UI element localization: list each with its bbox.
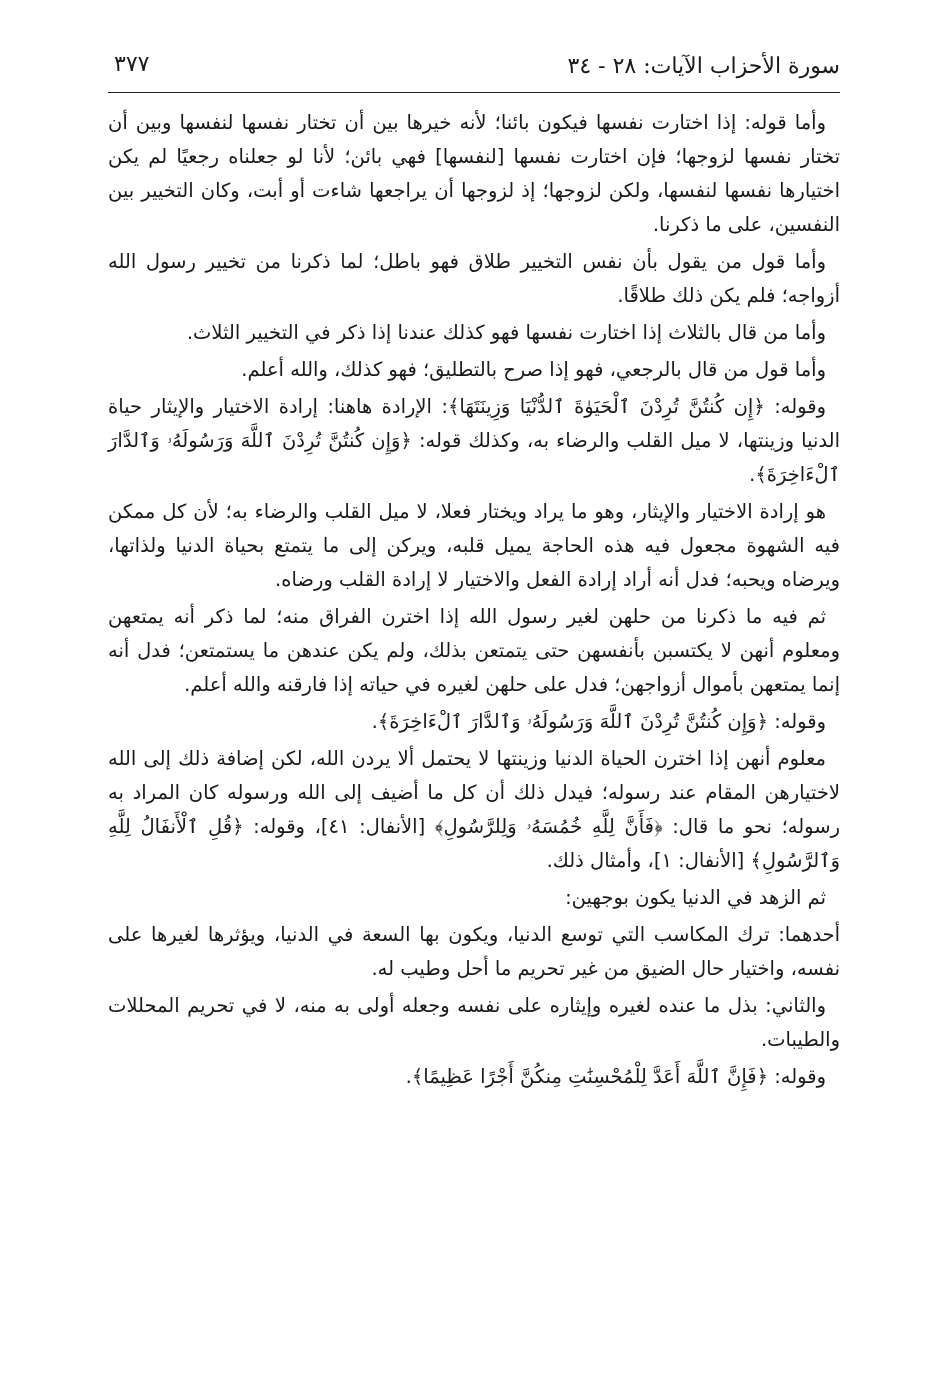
paragraph: أحدهما: ترك المكاسب التي توسع الدنيا، ويكون بها السعة في الدنيا، ويؤثرها لغيرها على نفسه، واختيار حال الضيق من غير تحريم ما أحل وطيب له. [108, 923, 840, 980]
surah-title: سورة الأحزاب الآيات: ٢٨ - ٣٤ [567, 54, 840, 79]
paragraph: وأما قول من قال بالرجعي، فهو إذا صرح بالتطليق؛ فهو كذلك، والله أعلم. [241, 358, 826, 381]
page-number: ٣٧٧ [114, 52, 150, 77]
page-body [108, 106, 840, 1097]
paragraph: وأما قول من يقول بأن نفس التخيير طلاق فهو باطل؛ لما ذكرنا من تخيير رسول الله أزواجه؛ فلم يكن ذلك طلاقًا. [108, 250, 840, 307]
paragraph: معلوم أنهن إذا اخترن الحياة الدنيا وزينتها لا يحتمل ألا يردن الله، لكن إضافة ذلك إلى الله لاختيارهن المقام عند رسوله؛ فيدل ذلك أن كل ما أضيف إلى الله ورسوله كان المراد به رسوله؛ نحو ما قال: ﴿فَأَنَّ لِلَّهِ خُمُسَهُۥ وَلِلرَّسُولِ﴾ [الأنفال: ٤١]، وقوله: ﴿قُلِ ٱلْأَنفَالُ لِلَّهِ وَٱلرَّسُولِ﴾ [الأنفال: ١]، وأمثال ذلك. [108, 747, 840, 872]
paragraph: وأما من قال بالثلاث إذا اختارت نفسها فهو كذلك عندنا إذا ذكر في التخيير الثلاث. [186, 321, 826, 344]
paragraph: ثم الزهد في الدنيا يكون بوجهين: [565, 886, 826, 909]
paragraph: والثاني: بذل ما عنده لغيره وإيثاره على نفسه وجعله أولى به منه، لا في تحريم المحللات والطيبات. [108, 994, 840, 1051]
page-header [108, 48, 840, 88]
paragraph: هو إرادة الاختيار والإيثار، وهو ما يراد ويختار فعلا، لا ميل القلب والرضاء به؛ لأن كل ممكن فيه الشهوة مجعول فيه هذه الحاجة يميل قلبه، ويركن إلى ما يتمتع بحياة الدنيا ولذاتها، ويرضاه ويحبه؛ فدل أنه أراد إرادة الفعل والاختيار لا إرادة القلب ورضاه. [108, 500, 840, 591]
paragraph: ثم فيه ما ذكرنا من حلهن لغير رسول الله إذا اخترن الفراق منه؛ لما ذكر أنه يمتعهن ومعلوم أنهن لا يكتسبن بأنفسهن حتى يتمتعن بذلك، ولم يكن عندهن ما يستمتعن؛ فدل أنه إنما يمتعهن بأموال أزواجهن؛ فدل على حلهن لغيره في حياته إذا فارقنه والله أعلم. [108, 605, 840, 696]
paragraph: وأما قوله: إذا اختارت نفسها فيكون بائنا؛ لأنه خيرها بين أن تختار نفسها لنفسها وبين أن تختار نفسها لزوجها؛ فإن اختارت نفسها [لنفسها] فهي بائن؛ لأنا لو جعلناه رجعيًا لم يكن اختيارها نفسها لنفسها، ولكن لزوجها؛ إذ لزوجها أن يراجعها شاءت أو أبت، وكان التخيير بين النفسين، على ما ذكرنا. [108, 111, 840, 236]
paragraph: وقوله: ﴿إِن كُنتُنَّ تُرِدْنَ ٱلْحَيَوٰةَ ٱلدُّنْيَا وَزِينَتَهَا﴾: الإرادة هاهنا: إرادة الاختيار والإيثار حياة الدنيا وزينتها، لا ميل القلب والرضاء به، وكذلك قوله: ﴿وَإِن كُنتُنَّ تُرِدْنَ ٱللَّهَ وَرَسُولَهُۥ وَٱلدَّارَ ٱلْءَاخِرَةَ﴾. [108, 395, 840, 486]
paragraph: وقوله: ﴿فَإِنَّ ٱللَّهَ أَعَدَّ لِلْمُحْسِنَٰتِ مِنكُنَّ أَجْرًا عَظِيمًا﴾. [405, 1065, 826, 1088]
header-divider [108, 92, 840, 93]
paragraph: وقوله: ﴿وَإِن كُنتُنَّ تُرِدْنَ ٱللَّهَ وَرَسُولَهُۥ وَٱلدَّارَ ٱلْءَاخِرَةَ﴾. [371, 710, 826, 733]
